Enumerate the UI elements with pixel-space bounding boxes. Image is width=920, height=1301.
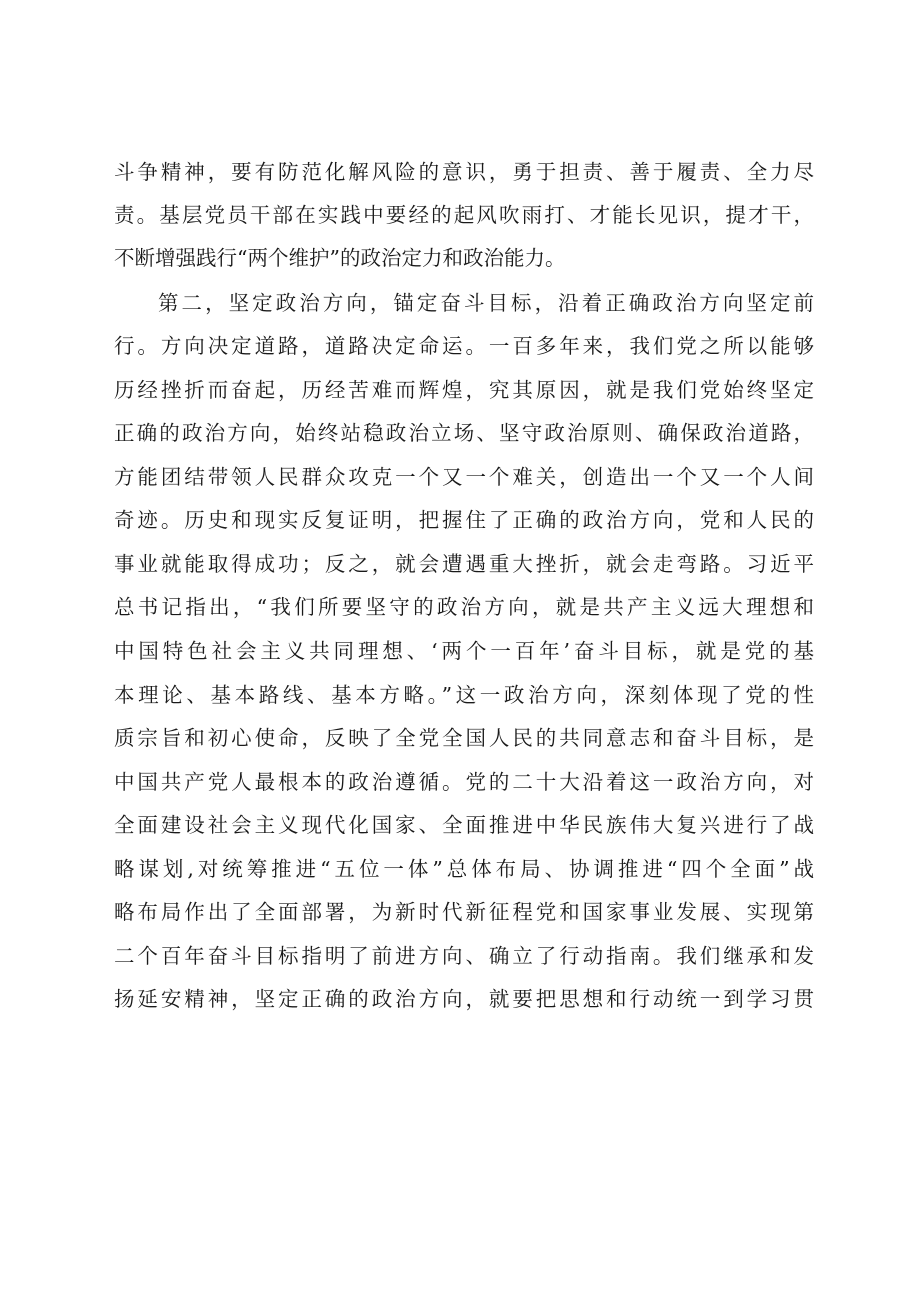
text-line: 行。方向决定道路，道路决定命运。一百多年来，我们党之所以能够 <box>114 334 814 358</box>
text-line: 质宗旨和初心使命，反映了全党全国人民的共同意志和奋斗目标，是 <box>114 726 814 750</box>
text-line: 扬延安精神，坚定正确的政治方向，就要把思想和行动统一到学习贯 <box>114 987 814 1011</box>
text-line: 正确的政治方向，始终站稳政治立场、坚守政治原则、确保政治道路， <box>114 421 814 445</box>
text-line: 责。基层党员干部在实践中要经的起风吹雨打、才能长见识，提才干， <box>114 203 814 227</box>
text-line: 斗争精神，要有防范化解风险的意识，勇于担责、善于履责、全力尽 <box>114 160 814 184</box>
text-line: 中国共产党人最根本的政治遵循。党的二十大沿着这一政治方向，对 <box>114 770 814 794</box>
text-line: 不断增强践行“两个维护”的政治定力和政治能力。 <box>114 246 566 270</box>
text-line: 略谋划,对统筹推进“五位一体”总体布局、协调推进“四个全面”战 <box>114 857 814 881</box>
paragraph-first-line: 第二，坚定政治方向，锚定奋斗目标，沿着正确政治方向坚定前 <box>158 291 814 315</box>
text-line: 全面建设社会主义现代化国家、全面推进中华民族伟大复兴进行了战 <box>114 813 814 837</box>
text-line: 中国特色社会主义共同理想、‘两个一百年’奋斗目标，就是党的基 <box>114 639 814 663</box>
text-line: 历经挫折而奋起，历经苦难而辉煌，究其原因，就是我们党始终坚定 <box>114 378 814 402</box>
text-line: 总书记指出，“我们所要坚守的政治方向，就是共产主义远大理想和 <box>114 595 814 619</box>
text-line: 奇迹。历史和现实反复证明，把握住了正确的政治方向，党和人民的 <box>114 508 814 532</box>
text-line: 略布局作出了全面部署，为新时代新征程党和国家事业发展、实现第 <box>114 900 814 924</box>
text-line: 二个百年奋斗目标指明了前进方向、确立了行动指南。我们继承和发 <box>114 944 814 968</box>
text-line: 方能团结带领人民群众攻克一个又一个难关，创造出一个又一个人间 <box>114 465 814 489</box>
text-line: 本理论、基本路线、基本方略。”这一政治方向，深刻体现了党的性 <box>114 683 814 707</box>
text-line: 事业就能取得成功；反之，就会遭遇重大挫折，就会走弯路。习近平 <box>114 552 814 576</box>
